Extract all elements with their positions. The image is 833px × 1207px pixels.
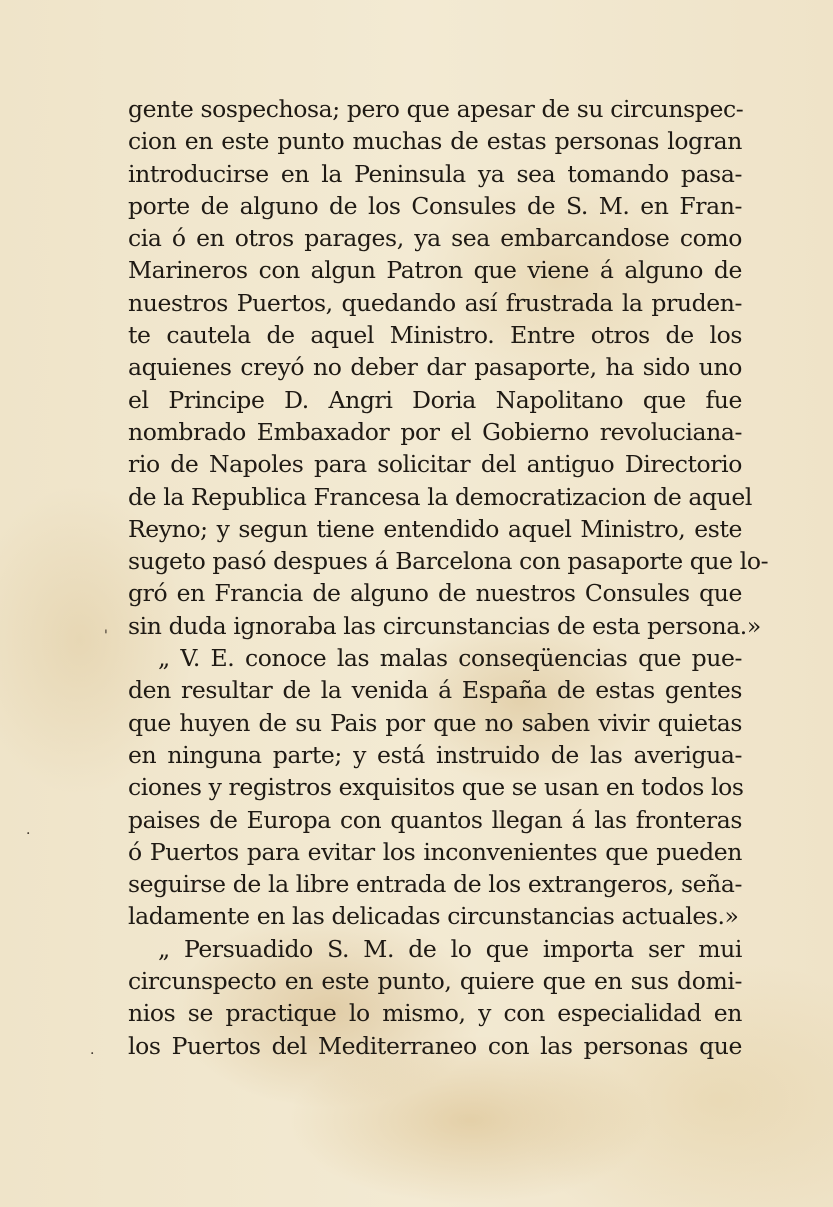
paragraph-end-line: ladamente en las delicadas circunstancias actuales.»: [128, 902, 739, 931]
text-line: gente sospechosa; pero que apesar de su circunspec-: [128, 95, 744, 123]
text-line: Reyno; y segun tiene entendido aquel Ministro, este: [128, 514, 742, 543]
paragraph-start-line: „ Persuadido S. M. de lo que importa ser mui: [158, 934, 742, 963]
text-line: en ninguna parte; y está instruido de las averigua-: [128, 740, 742, 769]
text-line: gró en Francia de alguno de nuestros Consules que: [128, 579, 742, 608]
text-line: cia ó en otros parages, ya sea embarcandose como: [128, 224, 742, 253]
text-line: porte de alguno de los Consules de S. M. en Fran-: [128, 191, 742, 220]
text-line: sugeto pasó despues á Barcelona con pasaporte que lo-: [128, 547, 769, 576]
text-line: circunspecto en este punto, quiere que en sus domi-: [128, 967, 742, 996]
text-line: introducirse en la Peninsula ya sea tomando pasa-: [128, 159, 742, 188]
paragraph-end-line: sin duda ignoraba las circunstancias de esta persona.»: [128, 611, 761, 640]
text-line: rio de Napoles para solicitar del antiguo Directorio: [128, 450, 742, 479]
text-line: de la Republica Francesa la democratizacion de aquel: [128, 482, 753, 511]
text-line: Marineros con algun Patron que viene á alguno de: [128, 256, 742, 285]
text-line: paises de Europa con quantos llegan á las fronteras: [128, 805, 742, 834]
text-line: nuestros Puertos, quedando así frustrada la pruden-: [128, 288, 742, 317]
text-line: den resultar de la venida á España de estas gentes: [128, 676, 742, 705]
text-line: te cautela de aquel Ministro. Entre otros de los: [128, 321, 742, 350]
paragraph-start-line: „ V. E. conoce las malas conseqüencias que pue-: [158, 644, 742, 673]
text-line: seguirse de la libre entrada de los extrangeros, seña-: [128, 870, 743, 899]
text-line: nombrado Embaxador por el Gobierno revolucianа-: [128, 417, 742, 446]
document-body: [128, 93, 769, 1062]
text-line: nios se practique lo mismo, y con especialidad en: [128, 999, 742, 1028]
text-line: aquienes creyó no deber dar pasaporte, ha sido uno: [128, 353, 742, 382]
margin-speck: ·: [26, 826, 31, 842]
text-line: que huyen de su Pais por que no saben vivir quietas: [128, 708, 742, 737]
text-line: ciones y registros exquisitos que se usan en todos los: [128, 773, 744, 802]
margin-speck: ·: [90, 1046, 95, 1062]
margin-speck: ': [104, 628, 108, 644]
text-line: los Puertos del Mediterraneo con las personas que: [128, 1031, 742, 1060]
text-line: cion en este punto muchas de estas personas logran: [128, 127, 742, 156]
text-line: el Principe D. Angri Doria Napolitano que fue: [128, 385, 742, 414]
text-line: ó Puertos para evitar los inconvenientes que pueden: [128, 837, 742, 866]
